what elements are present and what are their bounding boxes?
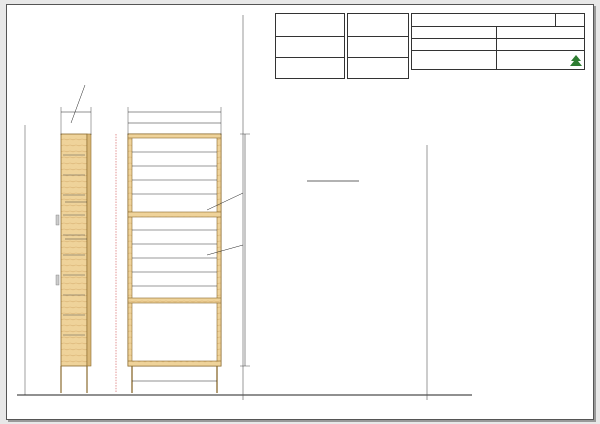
fixed-shelf-upper	[128, 212, 221, 217]
side-view-cabinet	[56, 85, 91, 393]
front-view-cabinet	[116, 107, 250, 393]
cabinet-drawing	[7, 5, 593, 419]
fixed-shelf-lower	[128, 298, 221, 303]
drawing-sheet	[6, 4, 594, 420]
